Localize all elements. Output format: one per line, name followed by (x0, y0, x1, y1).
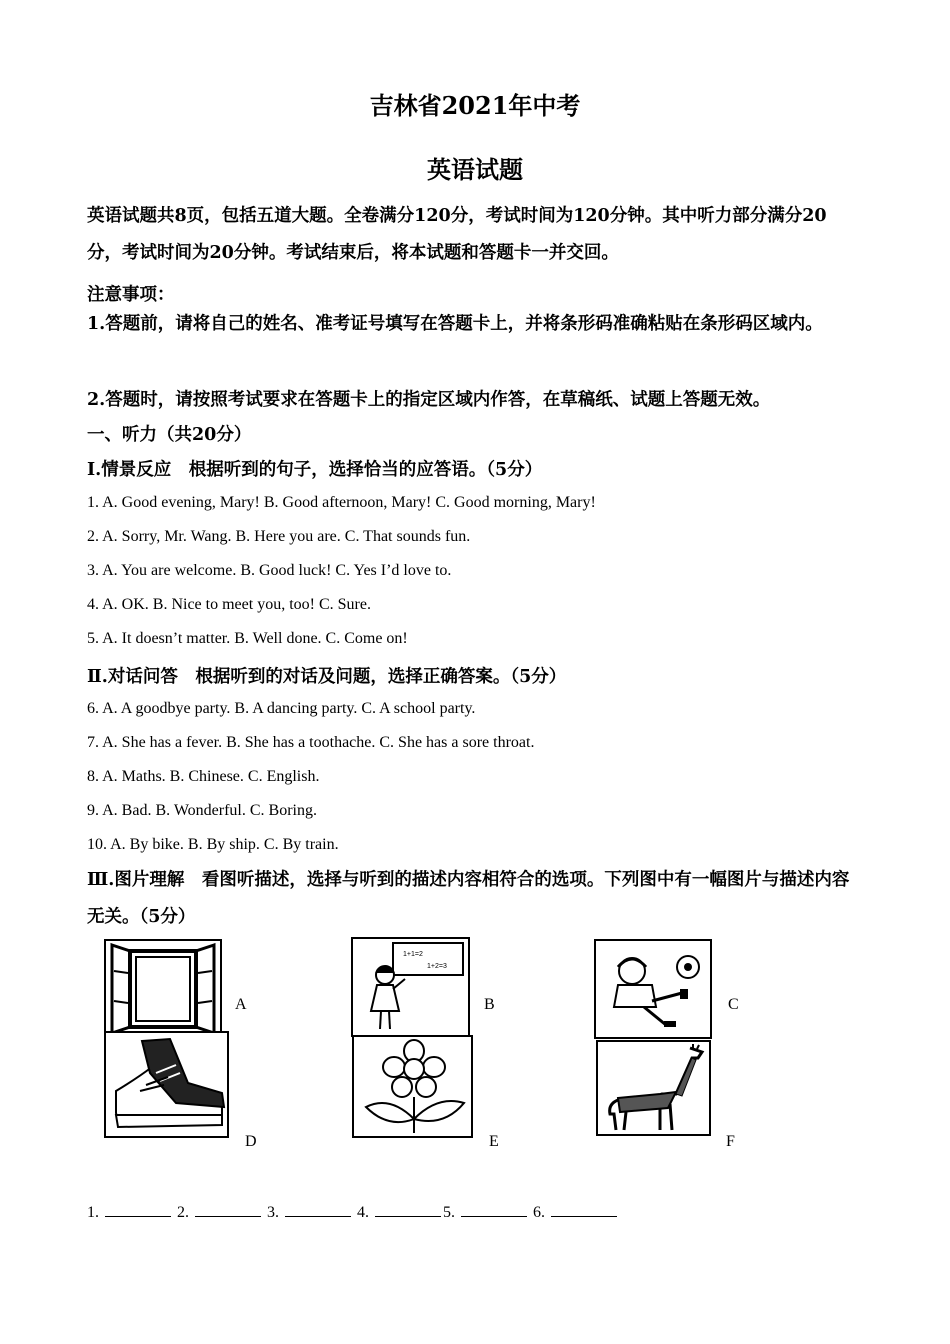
part-2-heading: Ⅱ.对话问答 根据听到的对话及问题，选择正确答案。（5分） (87, 667, 567, 687)
question-6: 6. A. A goodbye party. B. A dancing party. C. A school party. (87, 700, 476, 717)
notice-item-2: 2.答题时，请按照考试要求在答题卡上的指定区域内作答，在草稿纸、试题上答题无效。 (87, 390, 771, 410)
label-a: A (235, 996, 247, 1013)
question-4: 4. A. OK. B. Nice to meet you, too! C. Sure. (87, 596, 371, 613)
board-text-2: 1+2=3 (427, 963, 447, 970)
question-9: 9. A. Bad. B. Wonderful. C. Boring. (87, 802, 317, 819)
answer-label-3: 3. (267, 1204, 283, 1221)
football-icon (596, 941, 710, 1037)
answer-row (87, 1202, 619, 1222)
question-1: 1. A. Good evening, Mary! B. Good afternoon, Mary! C. Good morning, Mary! (87, 494, 596, 511)
question-8: 8. A. Maths. B. Chinese. C. English. (87, 768, 320, 785)
answer-blank-4[interactable] (375, 1202, 441, 1217)
question-3: 3. A. You are welcome. B. Good luck! C. Yes I’d love to. (87, 562, 452, 579)
answer-label-4: 4. (357, 1204, 373, 1221)
label-d: D (245, 1133, 257, 1150)
giraffe-icon (598, 1042, 709, 1134)
answer-label-5: 5. (443, 1204, 459, 1221)
picture-a-window (104, 939, 222, 1039)
picture-f-giraffe (596, 1040, 711, 1136)
picture-e-flower (352, 1035, 473, 1138)
notice-item-1: 1.答题前，请将自己的姓名、准考证号填写在答题卡上，并将条形码准确粘贴在条形码区域内。 (87, 314, 823, 334)
exam-subtitle: 英语试题 (427, 155, 523, 184)
label-e: E (489, 1133, 499, 1150)
question-10: 10. A. By bike. B. By ship. C. By train. (87, 836, 339, 853)
answer-label-6: 6. (533, 1204, 549, 1221)
answer-blank-3[interactable] (285, 1202, 351, 1217)
label-f: F (726, 1133, 735, 1150)
answer-blank-5[interactable] (461, 1202, 527, 1217)
picture-c-football (594, 939, 712, 1039)
picture-d-sneakers (104, 1031, 229, 1138)
exam-title: 吉林省2021年中考 (369, 91, 581, 120)
label-b: B (484, 996, 495, 1013)
part-1-heading: Ⅰ.情景反应 根据听到的句子，选择恰当的应答语。（5分） (87, 460, 543, 480)
answer-blank-6[interactable] (551, 1202, 617, 1217)
flower-icon (354, 1037, 471, 1136)
notice-heading: 注意事项： (87, 285, 175, 305)
answer-blank-2[interactable] (195, 1202, 261, 1217)
question-5: 5. A. It doesn’t matter. B. Well done. C. Come on! (87, 630, 408, 647)
answer-label-1: 1. (87, 1204, 103, 1221)
board-text-1: 1+1=2 (403, 951, 423, 958)
question-7: 7. A. She has a fever. B. She has a toothache. C. She has a sore throat. (87, 734, 535, 751)
picture-b-teacher (351, 937, 470, 1037)
intro-paragraph: 英语试题共8页，包括五道大题。全卷满分120分，考试时间为120分钟。其中听力部分满分20分，考试时间为20分钟。考试结束后，将本试题和答题卡一并交回。 (87, 206, 827, 263)
sneakers-icon (106, 1033, 227, 1136)
section-heading-listening: 一、听力（共20分） (87, 425, 252, 445)
window-icon (106, 941, 220, 1037)
answer-label-2: 2. (177, 1204, 193, 1221)
blackboard-icon (353, 939, 468, 1035)
answer-blank-1[interactable] (105, 1202, 171, 1217)
question-2: 2. A. Sorry, Mr. Wang. B. Here you are. C. That sounds fun. (87, 528, 471, 545)
label-c: C (728, 996, 739, 1013)
part-3-heading: Ⅲ.图片理解 看图听描述，选择与听到的描述内容相符合的选项。下列图中有一幅图片与描述内容无关。（5分） (87, 870, 850, 927)
